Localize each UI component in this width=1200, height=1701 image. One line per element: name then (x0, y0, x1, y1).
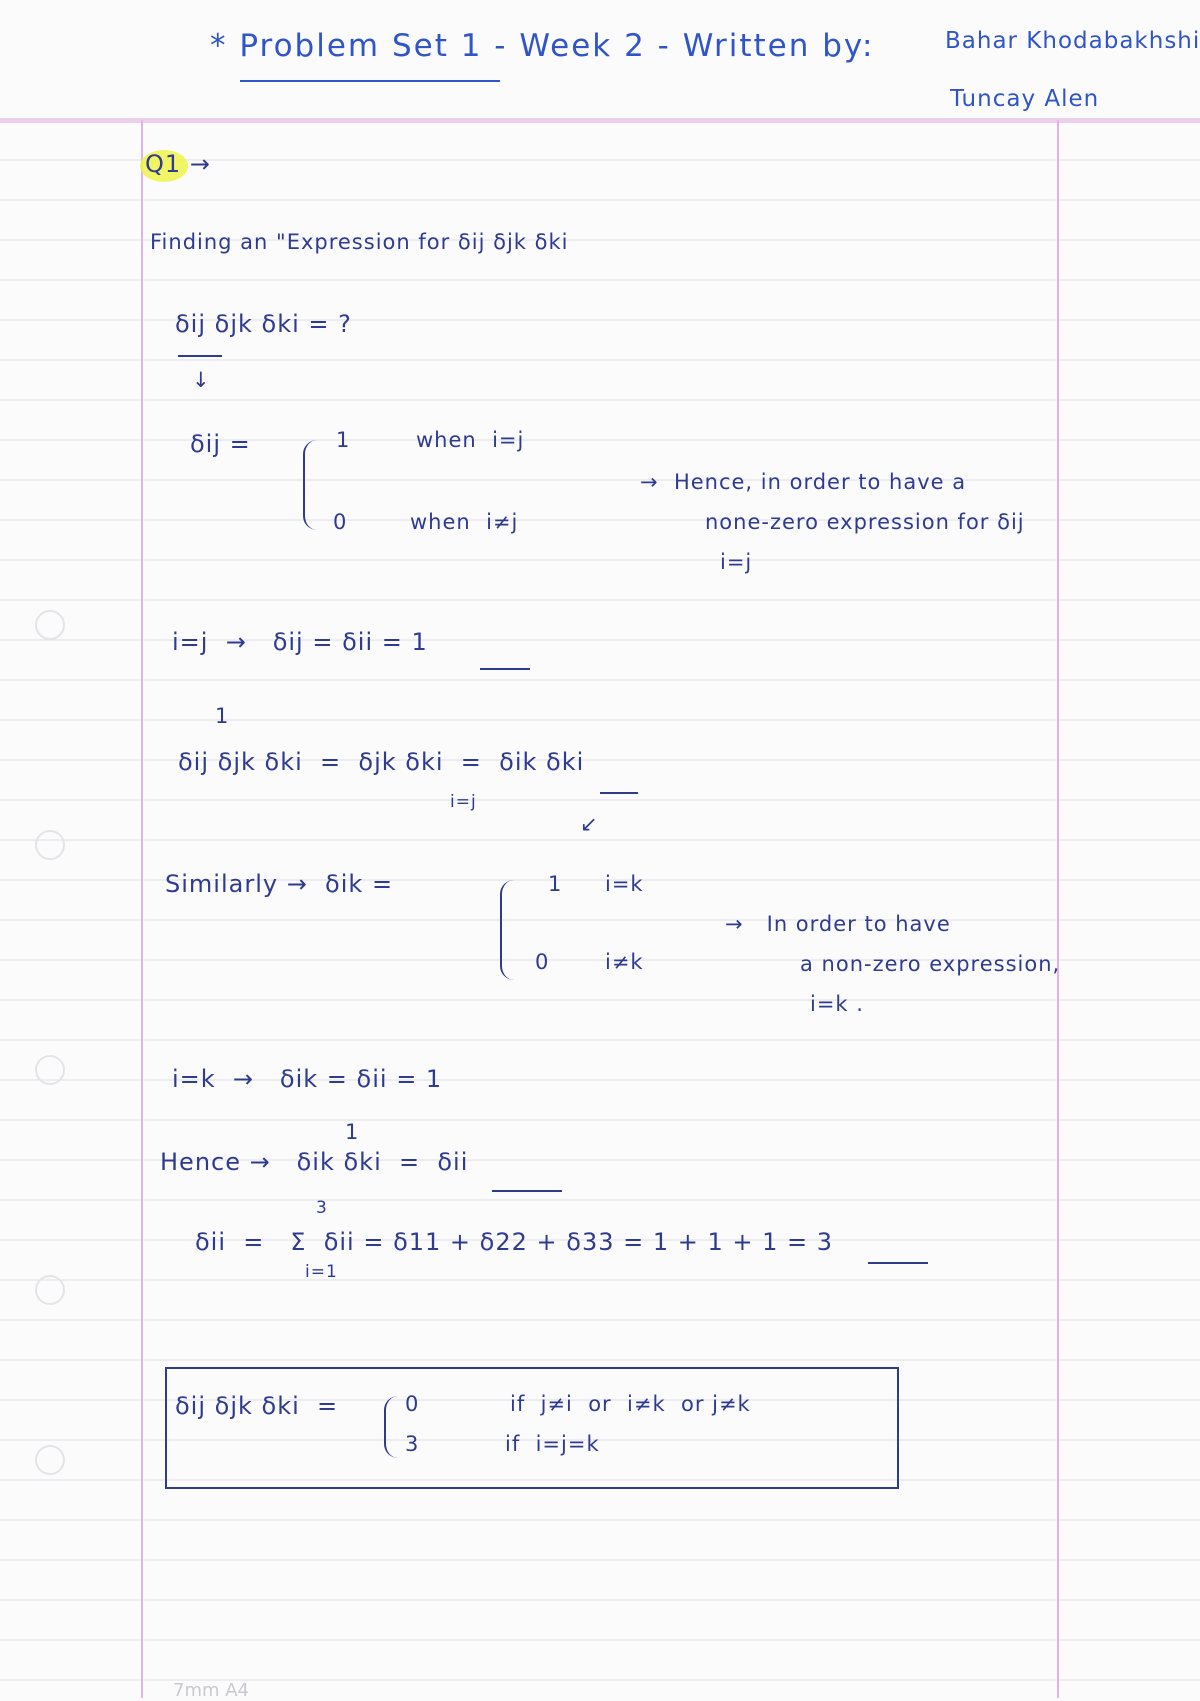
case-value-2: 0 (535, 950, 550, 974)
case-value-1: 1 (548, 872, 563, 896)
cases-bracket (384, 1396, 400, 1458)
case-condition-2: i≠k (605, 950, 644, 974)
page-title: * Problem Set 1 - Week 2 - Written by: (210, 28, 875, 64)
diagonal-arrow: ↙ (580, 812, 599, 836)
down-arrow: ↓ (192, 368, 211, 392)
result-underline (868, 1262, 928, 1264)
paper-size-label: 7mm A4 (173, 1680, 250, 1701)
cancel-mark: 1 (345, 1120, 360, 1144)
intro-line: Finding an "Expression for δij δjk δki (150, 230, 569, 254)
sum-lower-limit: i=1 (305, 1262, 338, 1282)
summation-line: δii = Σ δii = δ11 + δ22 + δ33 = 1 + 1 + 1 = 3 (195, 1228, 834, 1256)
similarly-line: Similarly → δik = (165, 870, 394, 898)
subscript-condition: i=j (450, 792, 477, 812)
cases-bracket (500, 880, 516, 980)
answer-condition-2: if i=j=k (505, 1432, 600, 1456)
title-underline (240, 80, 500, 82)
note-line: → Hence, in order to have a (640, 470, 967, 494)
expression-underline (178, 355, 222, 357)
sum-upper-limit: 3 (316, 1198, 328, 1218)
case-value-1: 1 (336, 428, 351, 452)
expression-question: δij δjk δki = ? (175, 310, 352, 338)
delta-ij-lhs: δij = (190, 430, 251, 458)
result-underline (492, 1190, 562, 1192)
result-underline (480, 668, 530, 670)
case-value-2: 0 (333, 510, 348, 534)
hence-line: Hence → δik δki = δii (160, 1148, 469, 1176)
case-condition-1: i=k (605, 872, 644, 896)
question-label: Q1 → (145, 150, 211, 178)
note-line: a non-zero expression, (800, 952, 1061, 976)
note-line: i=k . (810, 992, 864, 1016)
cancel-mark: 1 (215, 704, 230, 728)
substitution-underline (600, 792, 638, 794)
cases-bracket (303, 440, 319, 530)
author-name-1: Bahar Khodabakhshi (945, 28, 1200, 54)
case-condition-2: when i≠j (410, 510, 519, 534)
note-line: i=j (720, 550, 753, 574)
answer-value-2: 3 (405, 1432, 420, 1456)
answer-lhs: δij δjk δki = (175, 1392, 339, 1420)
case-condition-1: when i=j (416, 428, 525, 452)
substitution-line: δij δjk δki = δjk δki = δik δki (178, 748, 585, 776)
answer-value-1: 0 (405, 1392, 420, 1416)
answer-box (165, 1367, 899, 1489)
note-line: → In order to have (725, 912, 951, 936)
answer-condition-1: if j≠i or i≠k or j≠k (510, 1392, 751, 1416)
step-i-equals-j: i=j → δij = δii = 1 (172, 628, 428, 656)
step-i-equals-k: i=k → δik = δii = 1 (172, 1065, 443, 1093)
author-name-2: Tuncay Alen (950, 86, 1100, 112)
note-line: none-zero expression for δij (705, 510, 1025, 534)
